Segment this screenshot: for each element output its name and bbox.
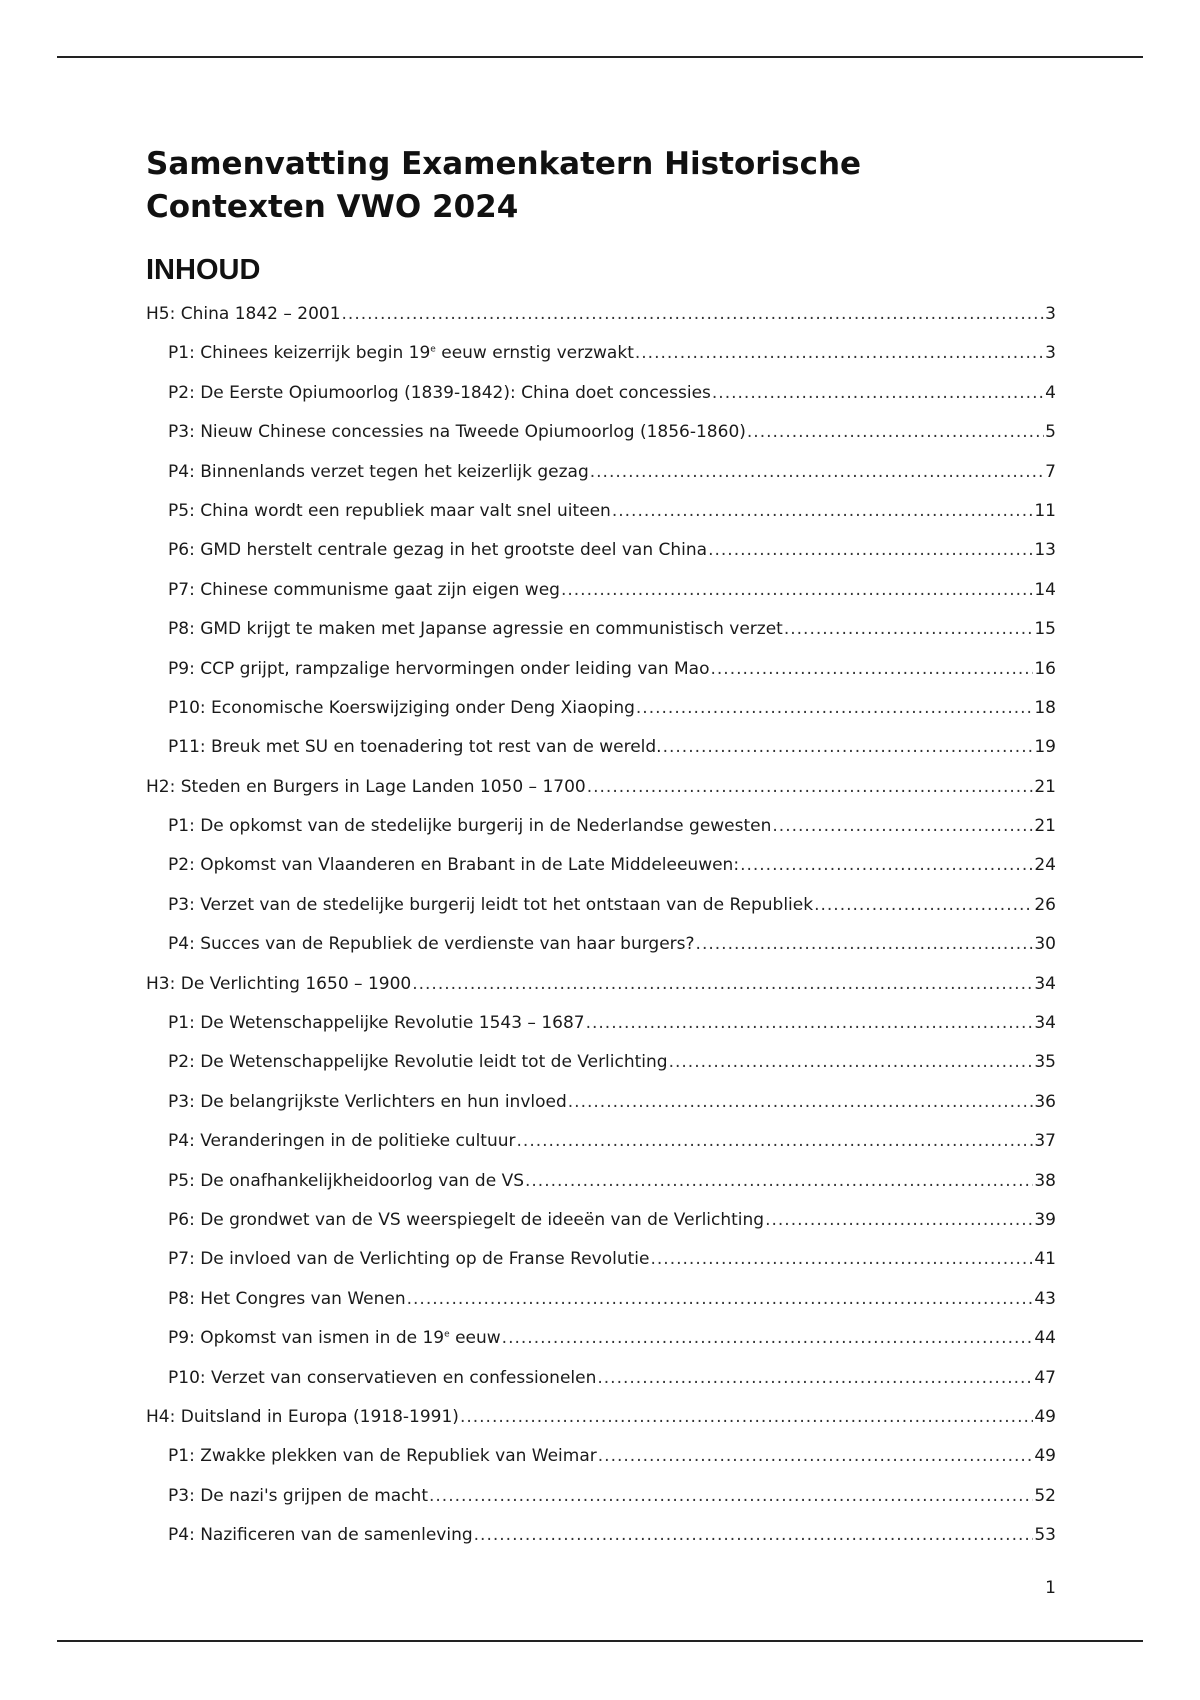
toc-section-entry[interactable] <box>146 698 1056 737</box>
toc-dot-leader <box>429 1486 1033 1506</box>
toc-section-entry[interactable] <box>146 737 1056 776</box>
toc-dot-leader <box>636 698 1033 718</box>
toc-dot-leader <box>765 1210 1033 1230</box>
toc-entry-label: P5: China wordt een republiek maar valt snel uiteen <box>168 500 611 521</box>
toc-dot-leader <box>708 540 1033 560</box>
toc-entry-label: P4: Veranderingen in de politieke cultuur <box>168 1131 516 1152</box>
toc-section-entry[interactable] <box>146 619 1056 658</box>
page-number: 1 <box>1045 1578 1056 1598</box>
toc-page-number: 3 <box>1045 304 1056 324</box>
toc-entry-label: P10: Verzet van conservatieven en confessionelen <box>168 1367 597 1388</box>
toc-section-entry[interactable] <box>146 816 1056 855</box>
toc-entry-label: P9: CCP grijpt, rampzalige hervormingen onder leiding van Mao <box>168 658 710 679</box>
toc-section-entry[interactable] <box>146 1131 1056 1170</box>
toc-chapter-entry[interactable] <box>146 777 1056 816</box>
toc-dot-leader <box>747 422 1044 442</box>
toc-page-number: 47 <box>1034 1367 1056 1388</box>
toc-entry-label: P3: De belangrijkste Verlichters en hun invloed <box>168 1091 567 1112</box>
toc-section-entry[interactable] <box>146 1328 1056 1367</box>
toc-page-number: 36 <box>1034 1091 1056 1112</box>
toc-section-entry[interactable] <box>146 1289 1056 1328</box>
document-title: Samenvatting Examenkatern Historische Contexten VWO 2024 <box>146 146 862 225</box>
toc-dot-leader <box>784 619 1034 639</box>
toc-entry-label: P1: De opkomst van de stedelijke burgerij in de Nederlandse gewesten <box>168 816 772 837</box>
toc-section-entry[interactable] <box>146 934 1056 973</box>
toc-heading: INHOUD <box>146 254 261 286</box>
toc-entry-label: H5: China 1842 – 2001 <box>146 304 341 324</box>
toc-page-number: 53 <box>1034 1525 1056 1546</box>
toc-section-entry[interactable] <box>146 895 1056 934</box>
toc-page-number: 11 <box>1034 500 1056 521</box>
toc-entry-label: P1: De Wetenschappelijke Revolutie 1543 – 1687 <box>168 1013 585 1034</box>
toc-page-number: 43 <box>1034 1288 1056 1309</box>
toc-section-entry[interactable] <box>146 1446 1056 1485</box>
toc-dot-leader <box>502 1328 1034 1348</box>
toc-entry-label: P6: De grondwet van de VS weerspiegelt de ideeën van de Verlichting <box>168 1209 765 1230</box>
toc-page-number: 38 <box>1034 1170 1056 1191</box>
toc-section-entry[interactable] <box>146 501 1056 540</box>
toc-entry-label: P1: Chinees keizerrijk begin 19e eeuw ernstig verzwakt <box>168 343 634 364</box>
toc-entry-label: P5: De onafhankelijkheidoorlog van de VS <box>168 1170 524 1191</box>
toc-section-entry[interactable] <box>146 1092 1056 1131</box>
header-rule <box>57 56 1143 58</box>
toc-dot-leader <box>474 1525 1034 1545</box>
toc-dot-leader <box>712 383 1044 403</box>
toc-dot-leader <box>597 1368 1033 1388</box>
toc-dot-leader <box>517 1131 1034 1151</box>
toc-dot-leader <box>590 462 1044 482</box>
toc-entry-label: P1: Zwakke plekken van de Republiek van Weimar <box>168 1446 597 1467</box>
toc-page-number: 24 <box>1034 855 1056 876</box>
toc-chapter-entry[interactable] <box>146 974 1056 1013</box>
toc-entry-label: P8: Het Congres van Wenen <box>168 1288 406 1309</box>
toc-page-number: 14 <box>1034 579 1056 600</box>
toc-entry-label: P4: Nazificeren van de samenleving <box>168 1525 473 1546</box>
toc-page-number: 30 <box>1034 934 1056 955</box>
toc-dot-leader <box>740 855 1033 875</box>
toc-dot-leader <box>772 816 1033 836</box>
toc-page-number: 49 <box>1034 1406 1056 1427</box>
toc-page-number: 7 <box>1045 461 1056 482</box>
toc-page-number: 52 <box>1034 1485 1056 1506</box>
toc-section-entry[interactable] <box>146 1210 1056 1249</box>
toc-page-number: 26 <box>1034 894 1056 915</box>
toc-dot-leader <box>586 1013 1034 1033</box>
toc-dot-leader <box>412 974 1033 994</box>
toc-dot-leader <box>598 1446 1034 1466</box>
toc-section-entry[interactable] <box>146 580 1056 619</box>
toc-section-entry[interactable] <box>146 1249 1056 1288</box>
toc-section-entry[interactable] <box>146 659 1056 698</box>
toc-page-number: 16 <box>1034 658 1056 679</box>
toc-page-number: 18 <box>1034 697 1056 718</box>
toc-entry-label: H4: Duitsland in Europa (1918-1991) <box>146 1406 459 1427</box>
toc-dot-leader <box>587 777 1034 797</box>
toc-dot-leader <box>568 1092 1034 1112</box>
table-of-contents <box>146 304 1056 1565</box>
toc-page-number: 3 <box>1045 343 1056 364</box>
toc-section-entry[interactable] <box>146 855 1056 894</box>
toc-page-number: 13 <box>1034 540 1056 561</box>
toc-section-entry[interactable] <box>146 343 1056 382</box>
toc-page-number: 21 <box>1034 816 1056 837</box>
toc-entry-label: H2: Steden en Burgers in Lage Landen 1050 – 1700 <box>146 776 586 797</box>
toc-entry-label: P3: Verzet van de stedelijke burgerij leidt tot het ontstaan van de Republiek <box>168 894 814 915</box>
toc-dot-leader <box>635 343 1044 363</box>
footer-rule <box>57 1640 1143 1642</box>
toc-entry-label: P8: GMD krijgt te maken met Japanse agressie en communistisch verzet <box>168 619 783 640</box>
toc-page-number: 37 <box>1034 1131 1056 1152</box>
toc-dot-leader <box>696 934 1034 954</box>
toc-section-entry[interactable] <box>146 1013 1056 1052</box>
toc-dot-leader <box>612 501 1034 521</box>
toc-section-entry[interactable] <box>146 1525 1056 1564</box>
toc-entry-label: P7: Chinese communisme gaat zijn eigen weg <box>168 579 560 600</box>
toc-entry-label: P2: De Wetenschappelijke Revolutie leidt tot de Verlichting <box>168 1052 668 1073</box>
toc-page-number: 21 <box>1034 776 1056 797</box>
toc-page-number: 5 <box>1045 422 1056 443</box>
toc-page-number: 35 <box>1034 1052 1056 1073</box>
toc-section-entry[interactable] <box>146 1486 1056 1525</box>
toc-dot-leader <box>663 737 1034 757</box>
toc-entry-label: P4: Binnenlands verzet tegen het keizerlijk gezag <box>168 461 589 482</box>
toc-dot-leader <box>342 304 1045 324</box>
toc-dot-leader <box>651 1249 1034 1269</box>
toc-entry-label: P11: Breuk met SU en toenadering tot rest van de wereld. <box>168 737 662 758</box>
toc-dot-leader <box>814 895 1033 915</box>
toc-entry-label: P4: Succes van de Republiek de verdienste van haar burgers? <box>168 934 695 955</box>
toc-page-number: 39 <box>1034 1209 1056 1230</box>
toc-entry-label: P10: Economische Koerswijziging onder Deng Xiaoping <box>168 697 635 718</box>
toc-entry-label: H3: De Verlichting 1650 – 1900 <box>146 973 412 994</box>
toc-section-entry[interactable] <box>146 383 1056 422</box>
toc-section-entry[interactable] <box>146 462 1056 501</box>
toc-section-entry[interactable] <box>146 540 1056 579</box>
toc-chapter-entry[interactable] <box>146 304 1056 343</box>
toc-entry-label: P2: Opkomst van Vlaanderen en Brabant in de Late Middeleeuwen: <box>168 855 740 876</box>
toc-section-entry[interactable] <box>146 1052 1056 1091</box>
toc-entry-label: P2: De Eerste Opiumoorlog (1839-1842): China doet concessies <box>168 382 711 403</box>
toc-section-entry[interactable] <box>146 1368 1056 1407</box>
toc-page-number: 41 <box>1034 1249 1056 1270</box>
toc-page-number: 15 <box>1034 619 1056 640</box>
toc-chapter-entry[interactable] <box>146 1407 1056 1446</box>
toc-section-entry[interactable] <box>146 422 1056 461</box>
toc-dot-leader <box>460 1407 1033 1427</box>
toc-dot-leader <box>525 1171 1033 1191</box>
toc-page-number: 34 <box>1034 973 1056 994</box>
toc-dot-leader <box>561 580 1033 600</box>
toc-dot-leader <box>407 1289 1034 1309</box>
toc-section-entry[interactable] <box>146 1171 1056 1210</box>
toc-entry-label: P6: GMD herstelt centrale gezag in het grootste deel van China <box>168 540 708 561</box>
toc-page-number: 49 <box>1034 1446 1056 1467</box>
toc-entry-label: P7: De invloed van de Verlichting op de Franse Revolutie <box>168 1249 650 1270</box>
toc-page-number: 4 <box>1045 382 1056 403</box>
toc-entry-label: P3: Nieuw Chinese concessies na Tweede Opiumoorlog (1856-1860) <box>168 422 746 443</box>
toc-page-number: 34 <box>1034 1013 1056 1034</box>
toc-page-number: 44 <box>1034 1328 1056 1349</box>
toc-entry-label: P3: De nazi's grijpen de macht <box>168 1485 428 1506</box>
toc-dot-leader <box>711 659 1034 679</box>
toc-entry-label: P9: Opkomst van ismen in de 19e eeuw <box>168 1328 501 1349</box>
toc-page-number: 19 <box>1034 737 1056 758</box>
toc-dot-leader <box>669 1052 1034 1072</box>
